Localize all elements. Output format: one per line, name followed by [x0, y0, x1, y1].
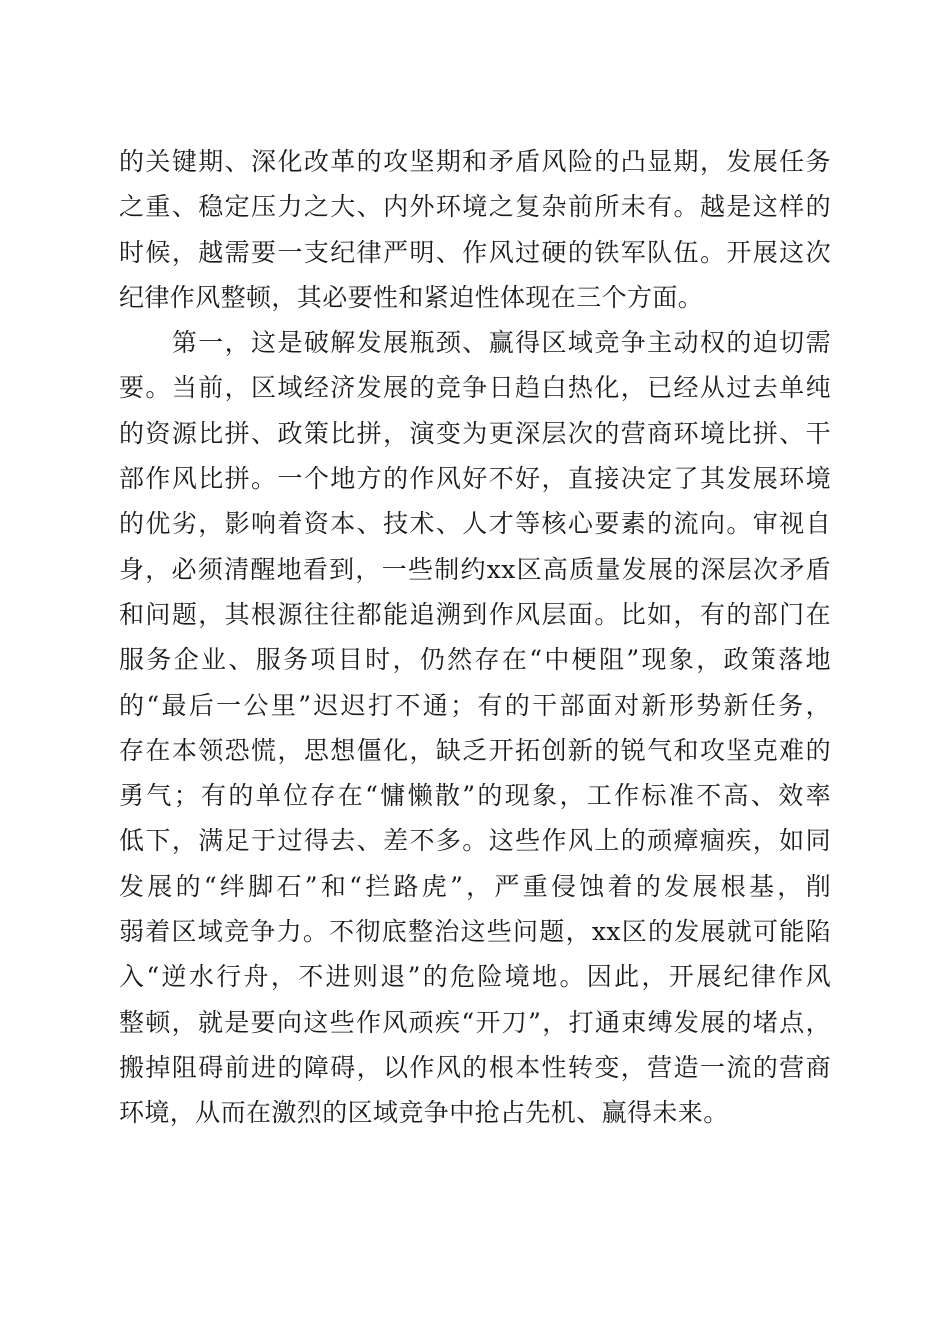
text-line: 部作风比拼。一个地方的作风好不好，直接决定了其发展环境 [119, 464, 831, 494]
text-line: 时候，越需要一支纪律严明、作风过硬的铁军队伍。开展这次 [119, 237, 831, 267]
text-line: 之重、稳定压力之大、内外环境之复杂前所未有。越是这样的 [119, 192, 831, 222]
text-line: 环境，从而在激烈的区域竞争中抢占先机、赢得未来。 [119, 1098, 729, 1128]
body-text [119, 139, 831, 1136]
text-line: 服务企业、服务项目时，仍然存在“中梗阻”现象，政策落地 [119, 645, 831, 675]
text-line: 存在本领恐慌，思想僵化，缺乏开拓创新的锐气和攻坚克难的 [119, 735, 831, 765]
text-line: 身，必须清醒地看到，一些制约xx区高质量发展的深层次矛盾 [119, 554, 831, 584]
text-line: 要。当前，区域经济发展的竞争日趋白热化，已经从过去单纯 [119, 373, 831, 403]
text-line: 和问题，其根源往往都能追溯到作风层面。比如，有的部门在 [119, 599, 831, 629]
text-line: 纪律作风整顿，其必要性和紧迫性体现在三个方面。 [119, 282, 704, 312]
text-line: 搬掉阻碍前进的障碍，以作风的根本性转变，营造一流的营商 [119, 1052, 831, 1082]
text-line: 弱着区域竞争力。不彻底整治这些问题，xx区的发展就可能陷 [119, 917, 831, 947]
text-line: 的关键期、深化改革的攻坚期和矛盾风险的凸显期，发展任务 [119, 147, 831, 176]
text-line: 勇气；有的单位存在“慵懒散”的现象，工作标准不高、效率 [119, 781, 831, 811]
text-line: 的优劣，影响着资本、技术、人才等核心要素的流向。审视自 [119, 509, 831, 539]
text-line: 整顿，就是要向这些作风顽疾“开刀”，打通束缚发展的堵点， [119, 1007, 831, 1037]
text-line: 的“最后一公里”迟迟打不通；有的干部面对新形势新任务， [119, 690, 831, 720]
text-line: 第一，这是破解发展瓶颈、赢得区域竞争主动权的迫切需 [119, 328, 831, 358]
text-line: 低下，满足于过得去、差不多。这些作风上的顽瘴痼疾，如同 [119, 826, 831, 856]
text-line: 的资源比拼、政策比拼，演变为更深层次的营商环境比拼、干 [119, 418, 831, 448]
text-line: 发展的“绊脚石”和“拦路虎”，严重侵蚀着的发展根基，削 [119, 871, 831, 901]
text-line: 入“逆水行舟，不进则退”的危险境地。因此，开展纪律作风 [119, 962, 831, 992]
